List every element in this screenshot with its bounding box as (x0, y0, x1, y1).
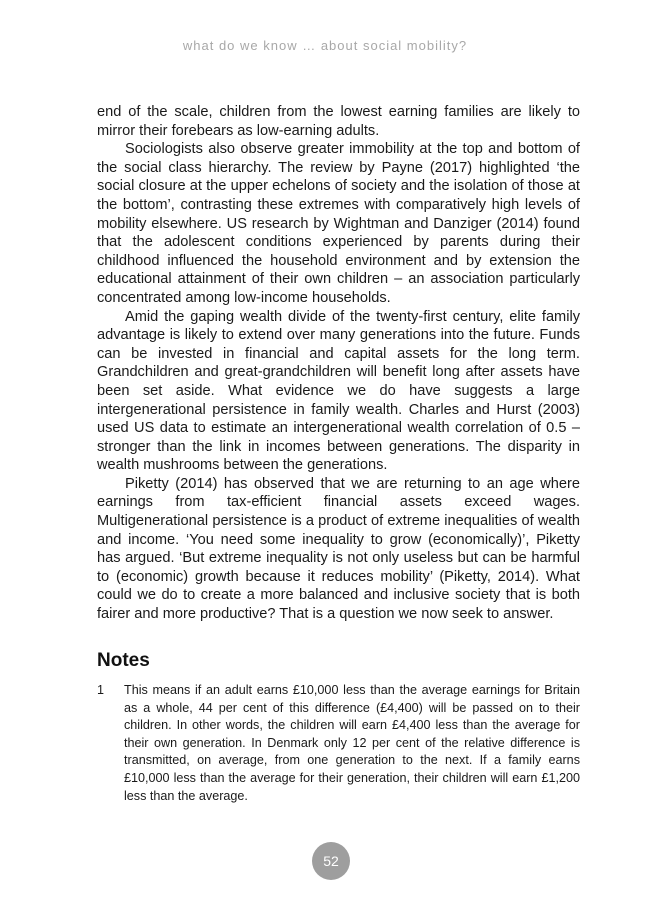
paragraph: end of the scale, children from the lowest earning families are likely to mirror their forebears as low-earning adults. (97, 104, 580, 139)
footnote-text: This means if an adult earns £10,000 less than the average earnings for Britain as a whole, 44 per cent of this difference (£4,400) will be passed on to their children. In other words, the children will earn £4,400 less than the average for their own generation. In Denmark only 12 per cent of the relative difference is transmitted, on average, from one generation to the next. If a family earns £10,000 less than the average for their generation, their children will earn £1,200 less than the average. (124, 683, 580, 803)
body-text (97, 103, 580, 624)
footnote-number: 1 (97, 683, 105, 697)
paragraph: Amid the gaping wealth divide of the twenty-first century, elite family advantage is likely to extend over many generations into the future. Funds can be invested in financial and capital assets for the long term. Grandchildren and great-grandchildren will benefit long after assets have been set aside. What evidence we do have suggests a large intergenerational persistence in family wealth. Charles and Hurst (2003) used US data to estimate an intergenerational wealth correlation of 0.5 – stronger than the link in incomes between generations. The disparity in wealth mushrooms between the generations. (97, 308, 580, 474)
page-number-badge: 52 (312, 842, 350, 880)
paragraph: Sociologists also observe greater immobility at the top and bottom of the social class hierarchy. The review by Payne (2017) highlighted ‘the social closure at the upper echelons of society and the isolation of those at the bottom’, contrasting these extremes with comparatively high levels of mobility elsewhere. US research by Wightman and Danziger (2014) found that the adolescent conditions experienced by parents during their childhood influenced the household environment and by extension the educational attainment of their own children – an association particularly concentrated among low-income households. (97, 141, 580, 306)
running-head: what do we know … about social mobility? (182, 38, 468, 53)
footnote (97, 682, 580, 805)
notes-heading: Notes (97, 650, 150, 671)
paragraph: Piketty (2014) has observed that we are returning to an age where earnings from tax-efficient financial assets exceed wages. Multigenerational persistence is a product of extreme inequalities of wealth and income. ‘You need some inequality to grow (economically)’, Piketty has argued. ‘But extreme inequality is not only useless but can be harmful to (economic) growth because it reduces mobility’ (Piketty, 2014). What could we do to create a more balanced and inclusive society that is both fairer and more productive? That is a question we now seek to answer. (97, 475, 580, 623)
